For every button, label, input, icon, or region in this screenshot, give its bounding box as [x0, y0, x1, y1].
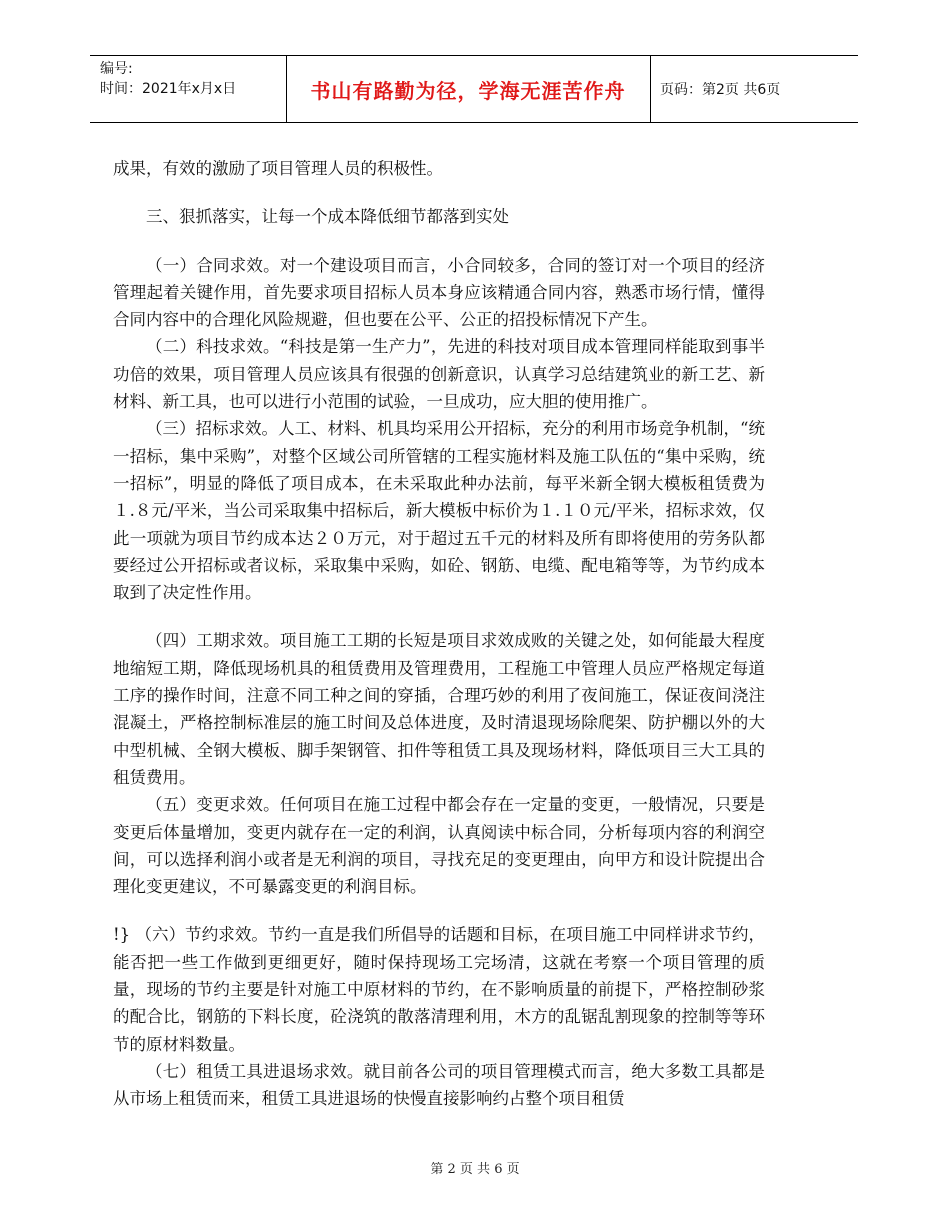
- header-motto: 书山有路勤为径，学海无涯苦作舟: [310, 78, 626, 103]
- header-page-info: 页码：第2页 共6页: [660, 82, 781, 98]
- page-header: [90, 55, 858, 123]
- page-footer: 第 2 页 共 6 页: [430, 1162, 520, 1177]
- section-heading: 三、狠抓落实，让每一个成本降低细节都落到实处: [146, 207, 509, 227]
- document-number-label: 编号:: [100, 61, 133, 77]
- paragraph-change: （五）变更求效。任何项目在施工过程中都会存在一定量的变更，一般情况，只要是变更后体量增加，变更内就存在一定的利润，认真阅读中标合同，分析每项内容的利润空间，可以选择利润小或者是无利润的项目，寻找充足的变更理由，向甲方和设计院提出合理化变更建议，不可暴露变更的利润目标。: [113, 795, 765, 897]
- paragraph-bidding: （三）招标求效。人工、材料、机具均采用公开招标，充分的利用市场竞争机制，“统一招标，集中采购”，对整个区域公司所管辖的工程实施材料及施工队伍的“集中采购，统一招标”，明显的降低了项目成本，在未采取此种办法前，每平米新全钢大模板租赁费为１.８元/平米，当公司采取集中招标后，新大模板中标价为１.１０元/平米，招标求效，仅此一项就为项目节约成本达２０万元，对于超过五千元的材料及所有即将使用的劳务队都要经过公开招标或者议标，采取集中采购，如砼、钢筋、电缆、配电箱等等，为节约成本取到了决定性作用。: [113, 419, 765, 603]
- paragraph-technology: （二）科技求效。“科技是第一生产力”，先进的科技对项目成本管理同样能取到事半功倍的效果，项目管理人员应该具有很强的创新意识，认真学习总结建筑业的新工艺、新材料、新工具，也可以进行小范围的试验，一旦成功，应大胆的使用推广。: [113, 337, 765, 412]
- document-time-label: 时间：2021年x月x日: [100, 81, 237, 97]
- paragraph-rental: （七）租赁工具进退场求效。就目前各公司的项目管理模式而言，绝大多数工具都是从市场上租赁而来，租赁工具进退场的快慢直接影响约占整个项目租赁: [113, 1061, 765, 1109]
- header-meta: [100, 59, 236, 99]
- paragraph-saving: !} （六）节约求效。节约一直是我们所倡导的话题和目标，在项目施工中同样讲求节约，能否把一些工作做到更细更好，随时保持现场工完场清，这就在考察一个项目管理的质量，现场的节约主要是针对施工中原材料的节约，在不影响质量的前提下，严格控制砂浆的配合比，钢筋的下料长度，砼浇筑的散落清理利用，木方的乱锯乱割现象的控制等等环节的原材料数量。: [113, 925, 765, 1054]
- paragraph-continuation: 成果，有效的激励了项目管理人员的积极性。: [113, 159, 443, 178]
- header-divider-right: [650, 56, 651, 122]
- paragraph-schedule: （四）工期求效。项目施工工期的长短是项目求效成败的关键之处，如何能最大程度地缩短工期，降低现场机具的租赁费用及管理费用，工程施工中管理人员应严格规定每道工序的操作时间，注意不同工种之间的穿插，合理巧妙的利用了夜间施工，保证夜间浇注混凝土，严格控制标准层的施工时间及总体进度，及时清退现场除爬架、防护棚以外的大中型机械、全钢大模板、脚手架钢管、扣件等租赁工具及现场材料，降低项目三大工具的租赁费用。: [113, 631, 765, 787]
- document-body: [113, 155, 765, 1113]
- paragraph-contract: （一）合同求效。对一个建设项目而言，小合同较多，合同的签订对一个项目的经济管理起着关键作用，首先要求项目招标人员本身应该精通合同内容，熟悉市场行情，懂得合同内容中的合理化风险规避，但也要在公平、公正的招投标情况下产生。: [113, 255, 765, 330]
